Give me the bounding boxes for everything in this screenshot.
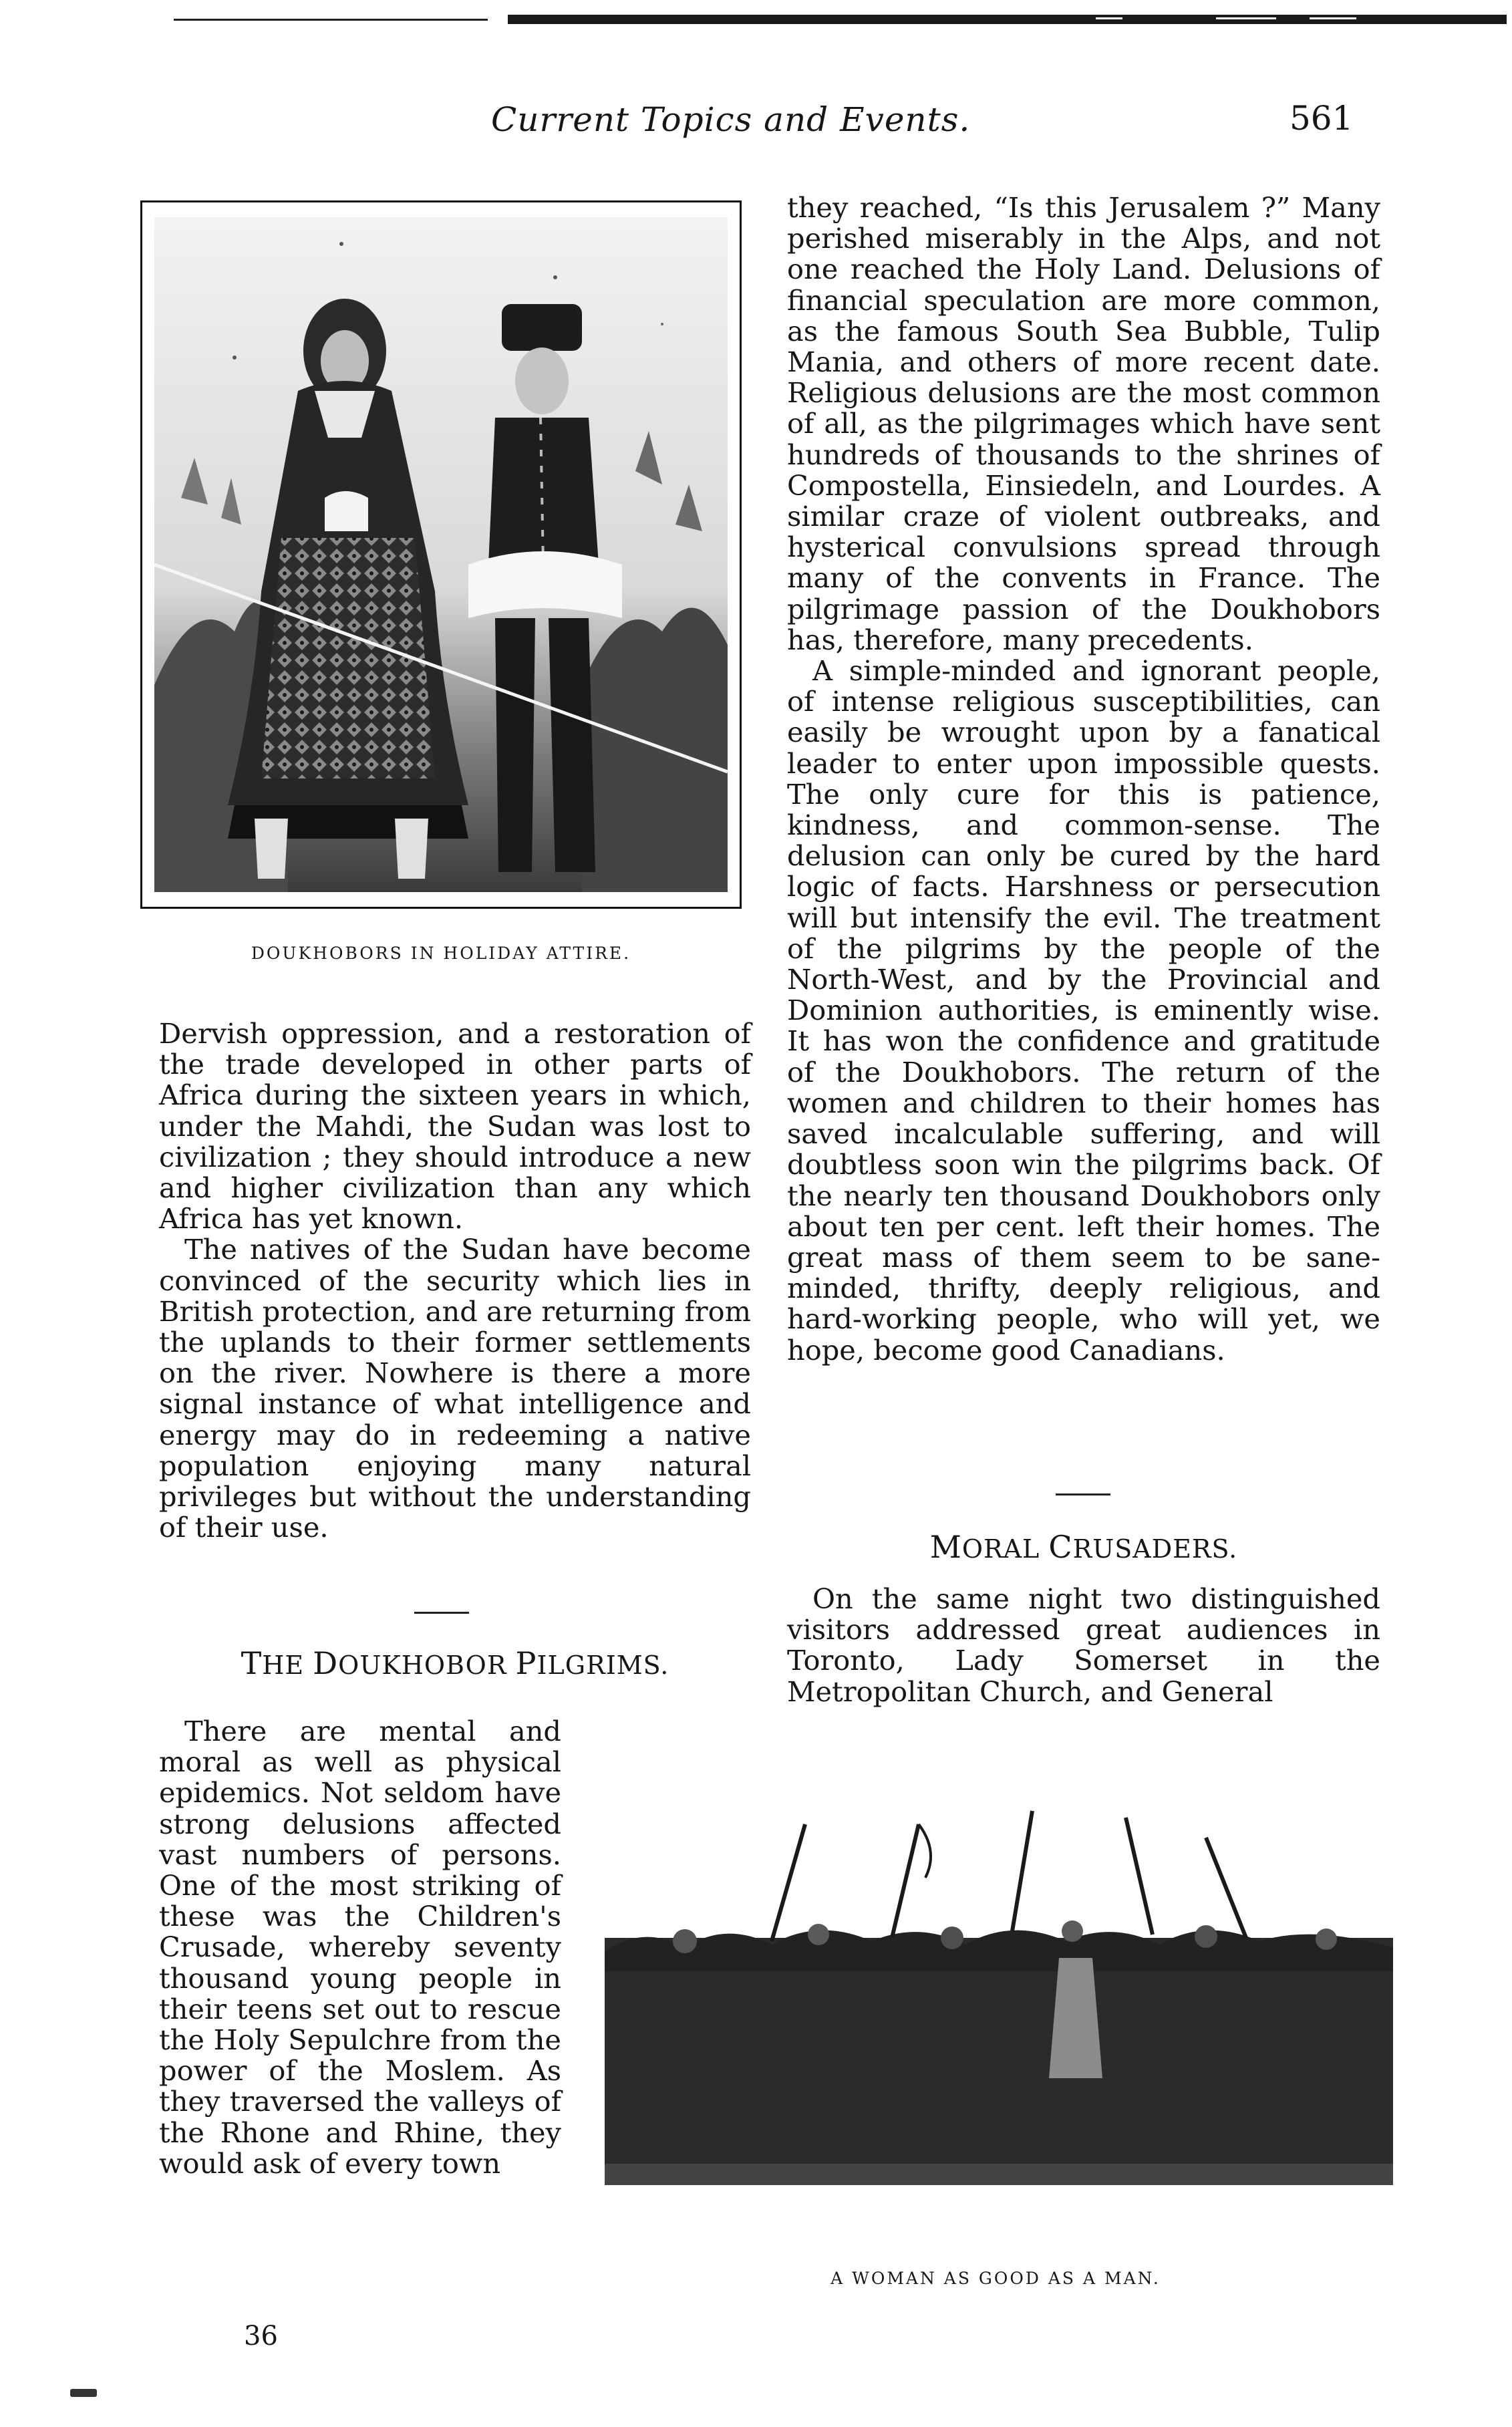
paragraph: they reached, “Is this Jerusalem ?” Many perished miserably in the Alps, and not one reached the Holy Land. Delusions of financial speculation are more common, as the famous South Sea Bubble, Tulip Mania, and others of more recent date. Religious delusions are the most common of all, as the pilgrimages which have sent hundreds of thousands to the shrines of Compostella, Einsiedeln, and Lourdes. A similar craze of violent outbreaks, and hysterical convulsions spread through many of the convents in France. The pilgrimage passion of the Doukhobors has, therefore, many precedents. xyxy=(787,191,1380,656)
crusaders-caption: A WOMAN AS GOOD AS A MAN. xyxy=(830,2269,1161,2288)
crowd-photo xyxy=(605,1798,1393,2185)
section-divider xyxy=(414,1612,469,1614)
pilgrims-heading: THE DOUKHOBOR PILGRIMS. xyxy=(241,1645,669,1681)
running-title: Current Topics and Events. xyxy=(491,100,971,139)
doukhobors-caption: DOUKHOBORS IN HOLIDAY ATTIRE. xyxy=(251,944,631,963)
pilgrims-paragraph: There are mental and moral as well as physical epidemics. Not seldom have strong delusions affected vast numbers of persons. One of the most striking of these was the Children's Crusade, whereby seventy thousand young people in their teens set out to rescue the Holy Sepulchre from the power of the Moslem. As they traversed the valleys of the Rhone and Rhine, they would ask of every town xyxy=(159,1715,561,2180)
paragraph: The natives of the Sudan have become convinced of the security which lies in British protection, and are returning from the uplands to their former settlements on the river. Nowhere is there a more signal instance of what intelligence and energy may do in redeeming a native population enjoying many natural privileges but without the understanding of their use. xyxy=(159,1233,751,1544)
crusaders-paragraph: On the same night two distinguished visitors addressed great audiences in Toronto, Lady Somerset in the Metropolitan Church, and General xyxy=(787,1582,1380,1708)
doukhobors-photo-image xyxy=(154,217,728,892)
page-number: 561 xyxy=(1290,99,1354,138)
paragraph: Dervish oppression, and a restoration of the trade developed in other parts of Africa during the sixteen years in which, under the Mahdi, the Sudan was lost to civilization ; they should introduce a new and higher civilization than any which Africa has yet known. xyxy=(159,1017,751,1236)
signature-number: 36 xyxy=(244,2321,278,2351)
crusaders-heading: MORAL CRUSADERS. xyxy=(929,1529,1238,1565)
doukhobors-photo xyxy=(140,200,742,909)
corner-mark xyxy=(70,2389,97,2397)
left-column-body xyxy=(159,1018,751,1543)
right-column-body xyxy=(787,192,1380,1366)
section-divider xyxy=(1056,1493,1110,1495)
top-rule xyxy=(174,15,1507,25)
paragraph: A simple-minded and ignorant people, of intense religious susceptibilities, can easily be wrought upon by a fanatical leader to enter upon impossible quests. The only cure for this is patience, kindness, and common-sense. The delusion can only be cured by the hard logic of facts. Harshness or persecution will but intensify the evil. The treatment of the pilgrims by the people of the North-West, and by the Provincial and Dominion authorities, is eminently wise. It has won the confidence and gratitude of the Doukhobors. The return of the women and children to their homes has saved incalculable suffering, and will doubtless soon win the pilgrims back. Of the nearly ten thousand Doukhobors only about ten per cent. left their homes. The great mass of them seem to be sane-minded, thrifty, deeply religious, and hard-working people, who will yet, we hope, become good Canadians. xyxy=(787,654,1380,1367)
